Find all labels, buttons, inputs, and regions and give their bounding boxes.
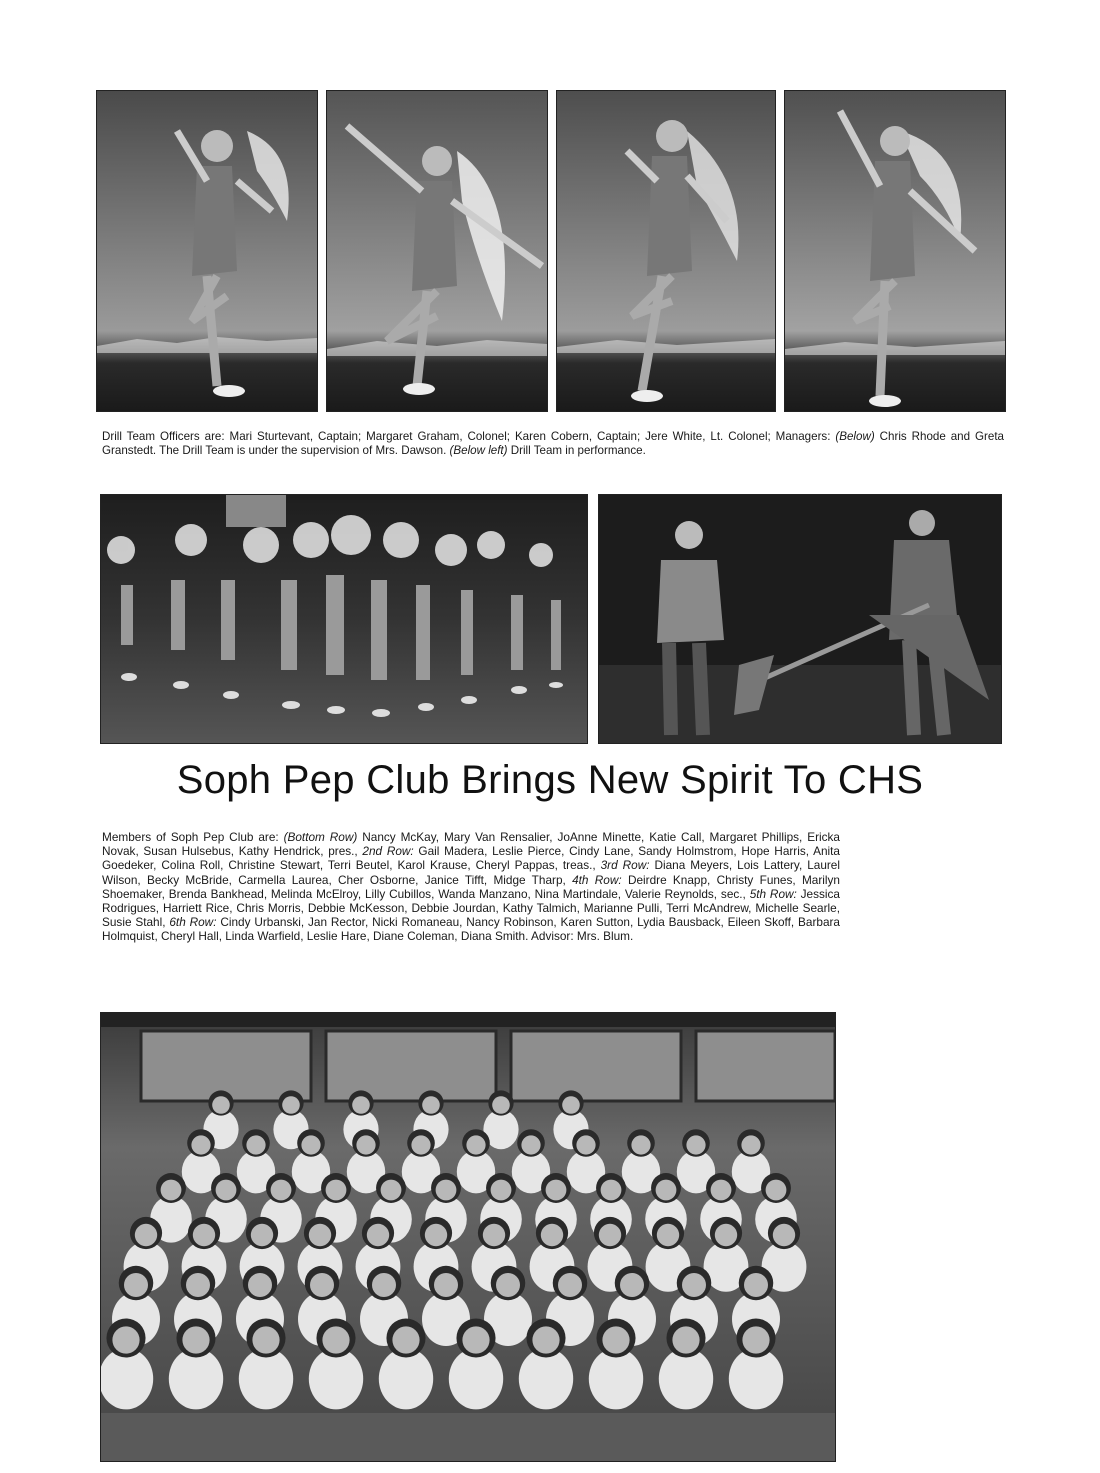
person-face bbox=[356, 1135, 375, 1154]
row-label: (Bottom Row) bbox=[283, 830, 358, 844]
person-face bbox=[741, 1135, 760, 1154]
person-face bbox=[252, 1326, 279, 1353]
person-face bbox=[322, 1326, 349, 1353]
caption-text: Drill Team Officers are: Mari Sturtevant, Captain; Margaret Graham, Colonel; Karen Cobern, Captain; Jere White, Lt. Colonel; Managers: bbox=[102, 430, 836, 443]
person-face bbox=[282, 1096, 300, 1114]
person-face bbox=[434, 1273, 458, 1297]
person-face bbox=[372, 1273, 396, 1297]
managers-photo bbox=[598, 494, 1002, 744]
officer-photo-4 bbox=[784, 90, 1006, 412]
person-face bbox=[601, 1180, 622, 1201]
person-face bbox=[161, 1180, 182, 1201]
drill-team-caption bbox=[102, 430, 1004, 458]
person-face bbox=[483, 1224, 505, 1246]
person-face bbox=[491, 1180, 512, 1201]
person-face bbox=[558, 1273, 582, 1297]
person-face bbox=[656, 1180, 677, 1201]
drill-performance-photo bbox=[100, 494, 588, 744]
person-face bbox=[744, 1273, 768, 1297]
caption-text: Members of Soph Pep Club are: bbox=[102, 830, 284, 844]
person-face bbox=[246, 1135, 265, 1154]
pep-club-group-photo bbox=[100, 1012, 836, 1462]
person-face bbox=[492, 1096, 510, 1114]
person-face bbox=[562, 1096, 580, 1114]
row-label: 4th Row: bbox=[572, 872, 622, 887]
person-face bbox=[546, 1180, 567, 1201]
person-face bbox=[310, 1273, 334, 1297]
person-face bbox=[135, 1224, 157, 1246]
person-face bbox=[309, 1224, 331, 1246]
officer-photo-3 bbox=[556, 90, 776, 412]
person-face bbox=[251, 1224, 273, 1246]
person-face bbox=[496, 1273, 520, 1297]
caption-text: Jessica Rodrigues, Harriett Rice, Chris Morris, Debbie McKesson, Debbie Jourdan, Kathy Talmich, Marianne Pulli, Terri McAndrew, Michelle Searle, Susie Stahl, bbox=[102, 886, 840, 930]
person-face bbox=[326, 1180, 347, 1201]
row-label: 6th Row: bbox=[169, 915, 217, 930]
person-face bbox=[682, 1273, 706, 1297]
person-face bbox=[422, 1096, 440, 1114]
person-face bbox=[541, 1224, 563, 1246]
person-face bbox=[301, 1135, 320, 1154]
person-face bbox=[599, 1224, 621, 1246]
person-face bbox=[193, 1224, 215, 1246]
person-face bbox=[191, 1135, 210, 1154]
person-face bbox=[466, 1135, 485, 1154]
person-face bbox=[715, 1224, 737, 1246]
row-label: 5th Row: bbox=[749, 886, 797, 901]
person-face bbox=[436, 1180, 457, 1201]
person-face bbox=[657, 1224, 679, 1246]
caption-text: Gail Madera, Leslie Pierce, Cindy Lane, Sandy Holmstrom, Hope Harris, Anita Goedeker, Colina Roll, Christine Stewart, Terri Beutel, Karol Krause, Cheryl Pappas, treas., bbox=[102, 844, 840, 873]
person-face bbox=[425, 1224, 447, 1246]
caption-text: Diana Meyers, Lois Lattery, Laurel Wilson, Becky McBride, Carmella Laurea, Cher Osborne, Janice Tifft, Midge Tharp, bbox=[102, 858, 840, 887]
person-face bbox=[742, 1326, 769, 1353]
page-headline: Soph Pep Club Brings New Spirit To CHS bbox=[176, 758, 924, 802]
caption-italic: (Below) bbox=[835, 430, 875, 443]
caption-italic: (Below left) bbox=[449, 444, 508, 457]
person-face bbox=[532, 1326, 559, 1353]
person-face bbox=[392, 1326, 419, 1353]
person-face bbox=[182, 1326, 209, 1353]
officer-photo-1 bbox=[96, 90, 318, 412]
officer-photo-2 bbox=[326, 90, 548, 412]
person-face bbox=[672, 1326, 699, 1353]
person-face bbox=[124, 1273, 148, 1297]
person-face bbox=[602, 1326, 629, 1353]
person-face bbox=[686, 1135, 705, 1154]
person-face bbox=[620, 1273, 644, 1297]
caption-text: Deirdre Knapp, Christy Funes, Marilyn Shoemaker, Brenda Bankhead, Melinda McElroy, Lilly Cubillos, Wanda Manzano, Nina Martindale, Valerie Reynolds, sec., bbox=[102, 872, 840, 901]
person-face bbox=[711, 1180, 732, 1201]
person-face bbox=[766, 1180, 787, 1201]
person-face bbox=[186, 1273, 210, 1297]
pep-club-caption bbox=[102, 830, 840, 944]
person-face bbox=[381, 1180, 402, 1201]
person-face bbox=[521, 1135, 540, 1154]
caption-text: Chris Rhode and Greta Granstedt. The Drill Team is under the supervision of Mrs. Dawson. bbox=[102, 430, 1004, 457]
person-face bbox=[271, 1180, 292, 1201]
person-face bbox=[216, 1180, 237, 1201]
person-face bbox=[773, 1224, 795, 1246]
row-label: 3rd Row: bbox=[600, 858, 650, 873]
caption-text: Drill Team in performance. bbox=[507, 444, 646, 457]
person-face bbox=[112, 1326, 139, 1353]
person-face bbox=[411, 1135, 430, 1154]
person-face bbox=[352, 1096, 370, 1114]
person-face bbox=[248, 1273, 272, 1297]
person-face bbox=[462, 1326, 489, 1353]
person-face bbox=[631, 1135, 650, 1154]
person-face bbox=[212, 1096, 230, 1114]
caption-text: Nancy McKay, Mary Van Rensalier, JoAnne Minette, Katie Call, Margaret Phillips, Ericka Novak, Susan Hulsebus, Kathy Hendrick, pres., bbox=[102, 830, 840, 859]
caption-text: Cindy Urbanski, Jan Rector, Nicki Romaneau, Nancy Robinson, Karen Sutton, Lydia Bausback, Eileen Skoff, Barbara Holmquist, Cheryl Hall, Linda Warfield, Leslie Hare, Diane Coleman, Diana Smith. Advisor: Mrs. Blum. bbox=[102, 915, 840, 944]
person-face bbox=[367, 1224, 389, 1246]
row-label: 2nd Row: bbox=[362, 844, 414, 859]
person-face bbox=[576, 1135, 595, 1154]
